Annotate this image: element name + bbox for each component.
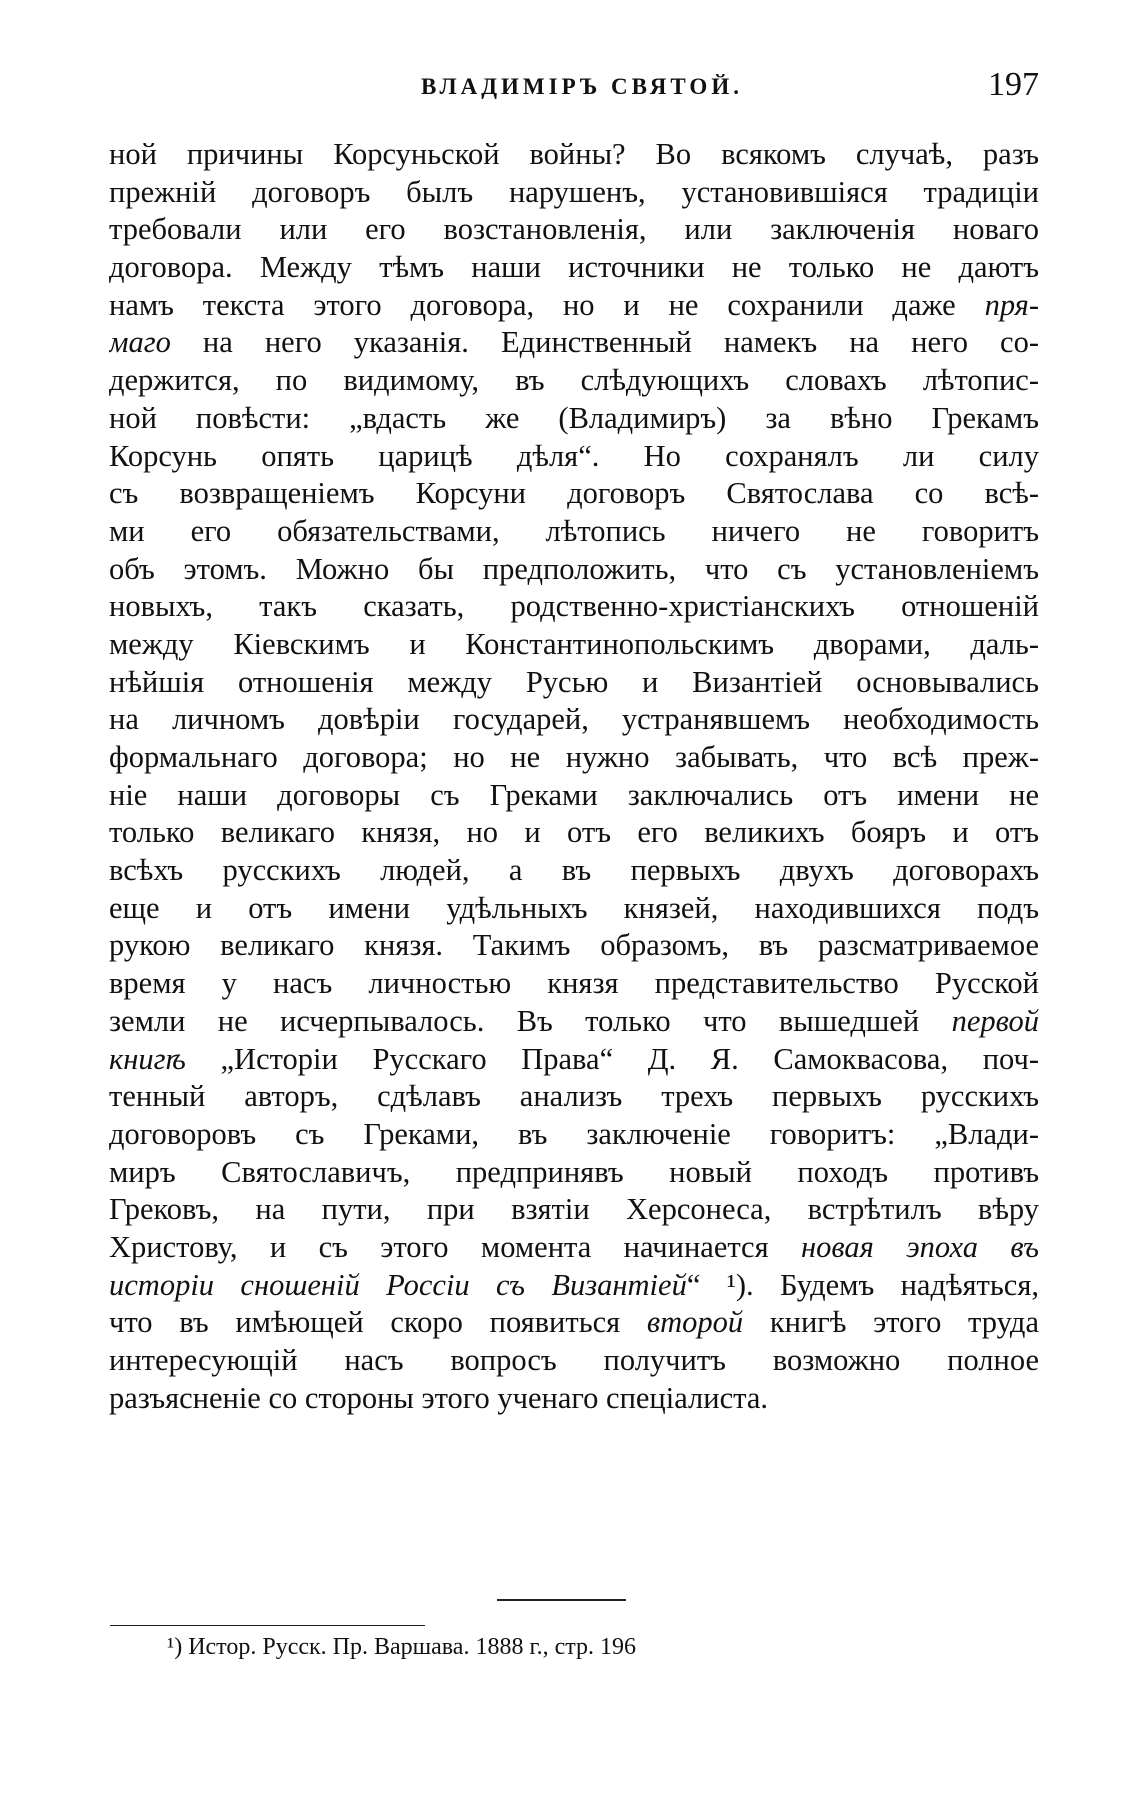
text-segment: между Кіевскимъ и Константинопольскимъ дворами, даль-	[109, 626, 1039, 661]
text-segment: объ этомъ. Можно бы предположить, что съ установленіемъ	[109, 551, 1039, 586]
text-line	[109, 890, 1039, 928]
text-segment: ной причины Корсуньской войны? Во всякомъ случаѣ, разъ	[109, 137, 1039, 171]
page-number: 197	[988, 66, 1039, 103]
text-segment: всѣхъ русскихъ людей, а въ первыхъ двухъ договорахъ	[109, 853, 1039, 888]
text-segment: прежній договоръ былъ нарушенъ, установившіяся традиціи	[109, 174, 1039, 209]
text-segment: что въ имѣющей скоро появиться	[109, 1305, 647, 1340]
text-line	[109, 1380, 1039, 1418]
text-line	[109, 362, 1039, 400]
text-segment: на личномъ довѣріи государей, устранявшемъ необходимость	[109, 702, 1039, 737]
text-line	[109, 400, 1039, 438]
text-segment: ной повѣсти: „вдасть же (Владимиръ) за вѣно Грекамъ	[109, 400, 1039, 435]
text-segment: нѣйшія отношенія между Русью и Византіей основывались	[109, 664, 1039, 699]
text-line	[109, 927, 1039, 965]
text-segment: еще и отъ имени удѣльныхъ князей, находившихся подъ	[109, 890, 1039, 925]
italic-text-segment: маго	[109, 325, 171, 360]
text-line	[109, 438, 1039, 476]
italic-text-segment: новая эпоха въ	[801, 1229, 1039, 1264]
text-line	[109, 1078, 1039, 1116]
italic-text-segment: первой	[951, 1003, 1039, 1038]
text-line	[109, 324, 1039, 362]
section-end-rule	[497, 1599, 626, 1601]
running-title: ВЛАДИМІРЪ СВЯТОЙ.	[421, 74, 743, 99]
text-segment: интересующій насъ вопросъ получитъ возможно полное	[109, 1343, 1039, 1377]
text-line	[109, 136, 1039, 174]
text-line	[109, 1229, 1039, 1267]
text-segment: формальнаго договора; но не нужно забывать, что всѣ преж-	[109, 740, 1039, 774]
text-line	[109, 965, 1039, 1003]
text-line	[109, 701, 1039, 739]
text-line	[109, 513, 1039, 551]
text-segment: ми его обязательствами, лѣтопись ничего не говоритъ	[109, 513, 1039, 548]
text-line	[109, 249, 1039, 287]
running-head	[109, 64, 1039, 114]
text-line	[109, 1041, 1039, 1079]
text-line	[109, 287, 1039, 325]
text-segment: держится, по видимому, въ слѣдующихъ словахъ лѣтопис-	[109, 363, 1039, 398]
text-segment: требовали или его возстановленія, или заключенія новаго	[109, 212, 1039, 247]
text-line	[109, 852, 1039, 890]
text-line	[109, 475, 1039, 513]
text-line	[109, 664, 1039, 702]
italic-text-segment: исторіи сношеній Россіи съ Византіей	[109, 1267, 687, 1302]
text-segment: „Исторіи Русскаго Права“ Д. Я. Самоквасова, поч-	[185, 1041, 1039, 1076]
text-segment: только великаго князя, но и отъ его великихъ бояръ и отъ	[109, 815, 1039, 850]
text-line	[109, 1003, 1039, 1041]
text-line	[109, 1116, 1039, 1154]
text-segment: ніе наши договоры съ Греками заключались отъ имени не	[109, 777, 1039, 812]
text-segment: книгѣ этого труда	[743, 1305, 1039, 1340]
text-line	[109, 174, 1039, 212]
text-segment: на него указанія. Единственный намекъ на него со-	[170, 325, 1039, 360]
text-line	[109, 1191, 1039, 1229]
text-line	[109, 814, 1039, 852]
text-segment: разъясненіе со стороны этого ученаго спеціалиста.	[109, 1380, 768, 1415]
text-segment: договоровъ съ Греками, въ заключеніе говоритъ: „Влади-	[109, 1116, 1039, 1151]
text-segment: Христову, и съ этого момента начинается	[109, 1229, 801, 1264]
text-segment: договора. Между тѣмъ наши источники не только не даютъ	[109, 250, 1039, 285]
italic-text-segment: второй	[646, 1305, 744, 1340]
footnote: ¹) Истор. Русск. Пр. Варшава. 1888 г., стр. 196	[167, 1634, 637, 1660]
text-line	[109, 211, 1039, 249]
text-segment: земли не исчерпывалось. Въ только что вышедшей	[109, 1003, 952, 1038]
italic-text-segment: книгѣ	[109, 1041, 186, 1076]
text-segment: новыхъ, такъ сказать, родственно-христіанскихъ отношеній	[109, 589, 1039, 624]
text-line	[109, 1342, 1039, 1380]
text-line	[109, 588, 1039, 626]
text-line	[109, 626, 1039, 664]
italic-text-segment: пря-	[984, 287, 1039, 322]
text-segment: тенный авторъ, сдѣлавъ анализъ трехъ первыхъ русскихъ	[109, 1079, 1039, 1114]
text-line	[109, 1267, 1039, 1305]
text-line	[109, 777, 1039, 815]
text-segment: намъ текста этого договора, но и не сохранили даже	[109, 287, 985, 322]
text-line	[109, 739, 1039, 777]
text-segment: рукою великаго князя. Такимъ образомъ, въ разсматриваемое	[109, 928, 1039, 963]
text-segment: съ возвращеніемъ Корсуни договоръ Святослава со всѣ-	[109, 476, 1039, 511]
text-segment: миръ Святославичъ, предпринявъ новый походъ противъ	[109, 1154, 1039, 1189]
text-segment: “ ¹). Будемъ надѣяться,	[686, 1267, 1039, 1302]
text-line	[109, 1304, 1039, 1342]
footnote-separator	[110, 1625, 425, 1626]
text-line	[109, 551, 1039, 589]
body-text	[109, 136, 1039, 1417]
text-segment: Корсунь опять царицѣ дѣля“. Но сохранялъ ли силу	[109, 438, 1039, 473]
text-segment: Грековъ, на пути, при взятіи Херсонеса, встрѣтилъ вѣру	[109, 1192, 1039, 1227]
text-line	[109, 1154, 1039, 1192]
text-segment: время у насъ личностью князя представительство Русской	[109, 966, 1039, 1001]
